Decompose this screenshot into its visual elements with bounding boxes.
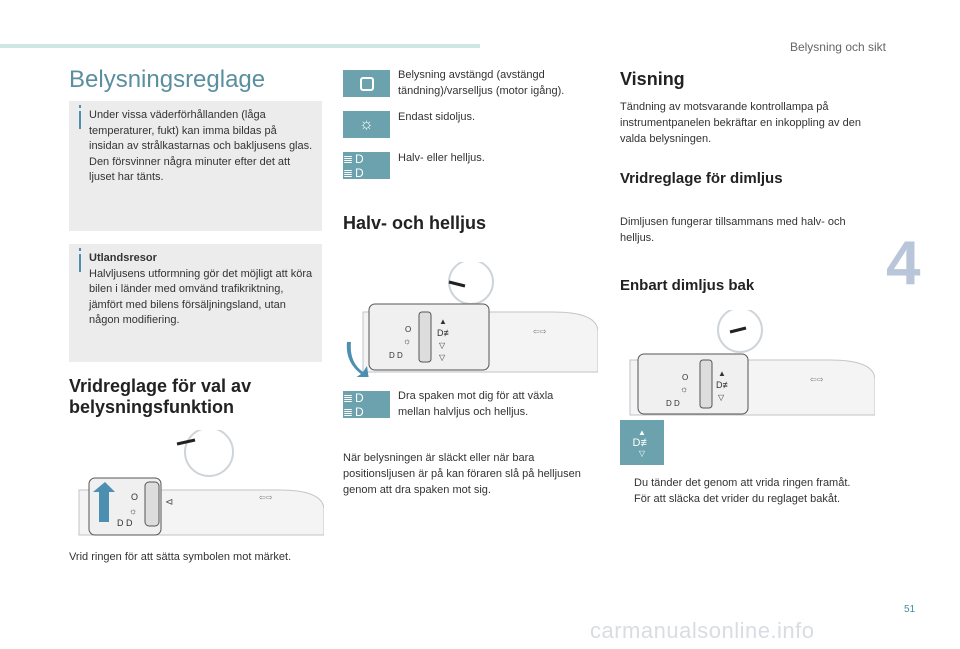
svg-text:⊲: ⊲ xyxy=(165,497,174,508)
item-toggle: Dra spaken mot dig för att växla mellan halvljus och helljus. xyxy=(398,390,554,418)
item-off: Belysning avstängd (avstängd tändning)/varselljus (motor igång). xyxy=(398,69,565,97)
svg-text:☼: ☼ xyxy=(403,336,412,346)
travel-note-title: Utlandsresor xyxy=(89,252,157,264)
sidelight-icon: ☼ xyxy=(343,111,390,138)
travel-note xyxy=(69,244,322,362)
section-title-beams: Halv- och helljus xyxy=(343,213,487,233)
item-sidelights: Endast sidoljus. xyxy=(398,111,476,123)
bullet-icon xyxy=(620,491,634,507)
lever-diagram xyxy=(620,310,875,420)
o-icon xyxy=(343,70,390,97)
svg-text:▲: ▲ xyxy=(718,369,726,378)
display-paragraph: Tändning av motsvarande kontrollampa på instrumentpanelen bekräftar en inkoppling av den valda belysningen. xyxy=(620,101,861,145)
page-number: 51 xyxy=(904,604,916,615)
info-note xyxy=(69,101,322,231)
travel-note-text: Halvljusens utformning gör det möjligt att köra bilen i länder med omvänd trafikriktning, jämfört med bilens försäljningsland, utan någon modifiering. xyxy=(89,267,313,326)
running-title: Belysning och sikt xyxy=(789,40,886,54)
info-icon xyxy=(79,111,81,129)
flash-paragraph: När belysningen är släckt eller när bara positionsljusen är på kan föraren slå på helljusen genom att dra spaken mot sig. xyxy=(343,452,581,496)
section-title-rear-fog: Enbart dimljus bak xyxy=(620,277,755,294)
chapter-number: 4 xyxy=(886,229,921,298)
list-item xyxy=(620,491,875,507)
page-title: Belysningsreglage xyxy=(69,66,266,93)
svg-text:▽: ▽ xyxy=(439,341,446,350)
list-item-text: Du tänder det genom att vrida ringen framåt. xyxy=(634,477,851,489)
section-title-rotary: Vridreglage för val av belysningsfunktion xyxy=(69,376,252,417)
headlight-icon: ≣D ≣D xyxy=(343,152,390,179)
rotary-caption: Vrid ringen för att sätta symbolen mot märket. xyxy=(69,551,292,563)
rear-fog-list xyxy=(620,475,875,507)
section-title-fog: Vridreglage för dimljus xyxy=(620,170,783,187)
fog-paragraph: Dimljusen fungerar tillsammans med halv- och helljus. xyxy=(620,216,846,244)
list-item-text: För att släcka det vrider du reglaget bakåt. xyxy=(634,493,841,505)
svg-text:⇦⇨: ⇦⇨ xyxy=(810,375,824,384)
lever-diagram xyxy=(69,430,324,545)
svg-text:▽: ▽ xyxy=(439,353,446,362)
info-icon xyxy=(79,254,81,272)
bullet-icon xyxy=(620,475,634,491)
svg-text:D D: D D xyxy=(389,351,403,360)
svg-text:D≢: D≢ xyxy=(716,380,732,390)
svg-text:☼: ☼ xyxy=(680,384,689,394)
section-title-display: Visning xyxy=(620,69,685,89)
rear-fog-icon: ▲ D≢ ▽ xyxy=(620,420,664,465)
info-note-text: Under vissa väderförhållanden (låga temperaturer, fukt) kan imma bildas på insidan av strålkastarnas och bakljusens glas. Den försvinner några minuter efter det att ljuset har tänts. xyxy=(89,109,313,183)
svg-text:D D: D D xyxy=(117,518,133,528)
lever-diagram xyxy=(343,262,598,377)
item-headlights: Halv- eller helljus. xyxy=(398,152,485,164)
headlight-icon: ≣D ≣D xyxy=(343,391,390,418)
svg-text:☼: ☼ xyxy=(129,506,138,516)
svg-text:⇦⇨: ⇦⇨ xyxy=(259,493,273,502)
watermark: carmanualsonline.info xyxy=(590,618,815,643)
list-item xyxy=(620,475,875,491)
svg-text:▽: ▽ xyxy=(718,393,725,402)
svg-text:⇦⇨: ⇦⇨ xyxy=(533,327,547,336)
svg-text:D≢: D≢ xyxy=(437,328,453,338)
svg-text:O: O xyxy=(682,373,689,382)
header-bar xyxy=(0,44,480,48)
svg-text:O: O xyxy=(131,492,139,502)
svg-text:O: O xyxy=(405,325,412,334)
svg-text:▲: ▲ xyxy=(439,317,447,326)
svg-text:D D: D D xyxy=(666,399,680,408)
